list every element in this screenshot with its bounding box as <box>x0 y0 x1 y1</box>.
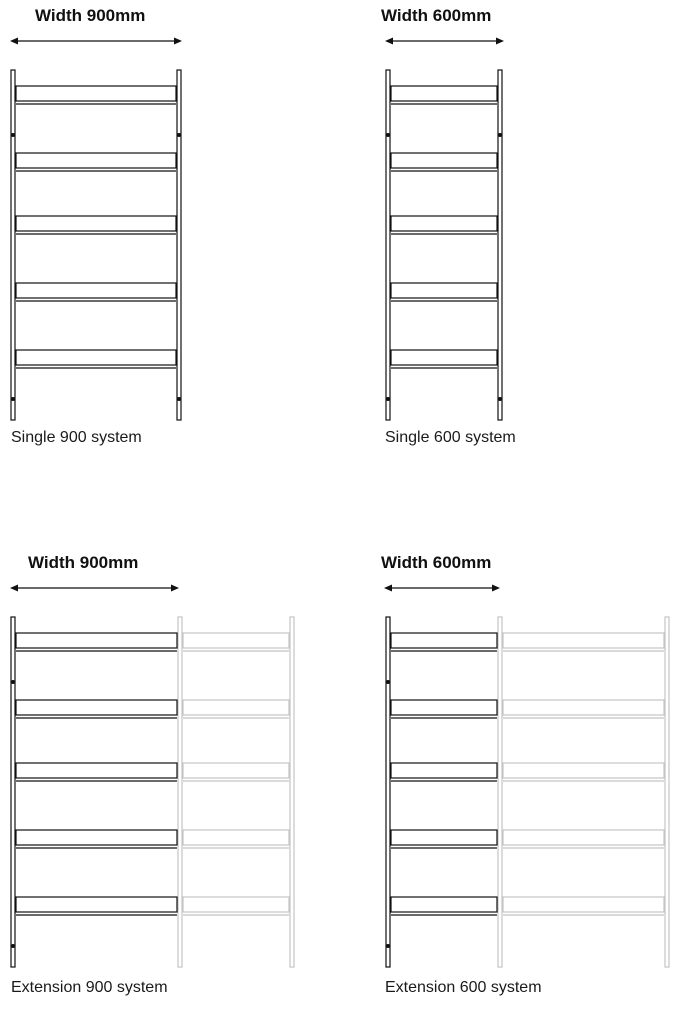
extension-bay-ghost <box>498 617 669 967</box>
panel-caption: Single 600 system <box>385 429 516 446</box>
extension-bay-ghost <box>178 617 294 967</box>
shelf-ghost <box>503 633 664 648</box>
upright-left <box>386 70 390 420</box>
panel-caption: Extension 600 system <box>385 979 542 996</box>
shelves <box>16 633 177 915</box>
shelf <box>391 350 497 365</box>
shelves <box>391 86 497 368</box>
upright-right <box>177 70 181 420</box>
shelf-ghost <box>183 830 289 845</box>
shelf <box>16 350 176 365</box>
shelf <box>16 216 176 231</box>
shelf <box>391 633 497 648</box>
upright-fixings <box>386 133 502 401</box>
shelf-ghost <box>503 897 664 912</box>
shelf <box>391 700 497 715</box>
shelf <box>391 86 497 101</box>
shelf-ghost <box>503 830 664 845</box>
panel-single-900 <box>0 0 346 460</box>
panel-extension-600 <box>346 540 692 1010</box>
shelf <box>16 153 176 168</box>
shelf-ghost <box>183 700 289 715</box>
shelf <box>16 700 177 715</box>
upright-fixings <box>11 680 15 948</box>
upright-ghost <box>178 617 182 967</box>
shelf <box>16 897 177 912</box>
shelf-drawing <box>0 540 346 1010</box>
shelf <box>391 283 497 298</box>
width-label: Width 900mm <box>35 6 146 25</box>
shelf-drawing <box>346 0 692 460</box>
shelf <box>16 830 177 845</box>
shelf <box>391 830 497 845</box>
panel-extension-900 <box>0 540 346 1010</box>
upright-fixings <box>11 133 181 401</box>
panel-caption: Extension 900 system <box>11 979 168 996</box>
upright-fixings <box>386 680 390 948</box>
width-dimension-arrow <box>385 38 504 45</box>
shelf-ghost <box>503 700 664 715</box>
shelf <box>16 86 176 101</box>
upright-left <box>11 70 15 420</box>
width-dimension-arrow <box>10 585 179 592</box>
upright-ghost <box>498 617 502 967</box>
upright-ghost <box>290 617 294 967</box>
shelf <box>391 763 497 778</box>
width-label: Width 600mm <box>381 553 492 572</box>
width-dimension-arrow <box>384 585 500 592</box>
shelf-drawing <box>0 0 346 460</box>
shelf <box>391 216 497 231</box>
upright-left <box>386 617 390 967</box>
shelf-drawing <box>346 540 692 1010</box>
shelf-ghost <box>183 633 289 648</box>
panel-caption: Single 900 system <box>11 429 142 446</box>
shelf <box>391 153 497 168</box>
shelf <box>16 283 176 298</box>
shelf-ghost <box>503 763 664 778</box>
width-label: Width 600mm <box>381 6 492 25</box>
upright-right <box>498 70 502 420</box>
width-label: Width 900mm <box>28 553 139 572</box>
width-dimension-arrow <box>10 38 182 45</box>
upright-left <box>11 617 15 967</box>
shelf <box>16 763 177 778</box>
shelf <box>16 633 177 648</box>
shelf-ghost <box>183 763 289 778</box>
shelves <box>16 86 176 368</box>
upright-ghost <box>665 617 669 967</box>
shelf-ghost <box>183 897 289 912</box>
shelves <box>391 633 497 915</box>
panel-single-600 <box>346 0 692 460</box>
shelf <box>391 897 497 912</box>
